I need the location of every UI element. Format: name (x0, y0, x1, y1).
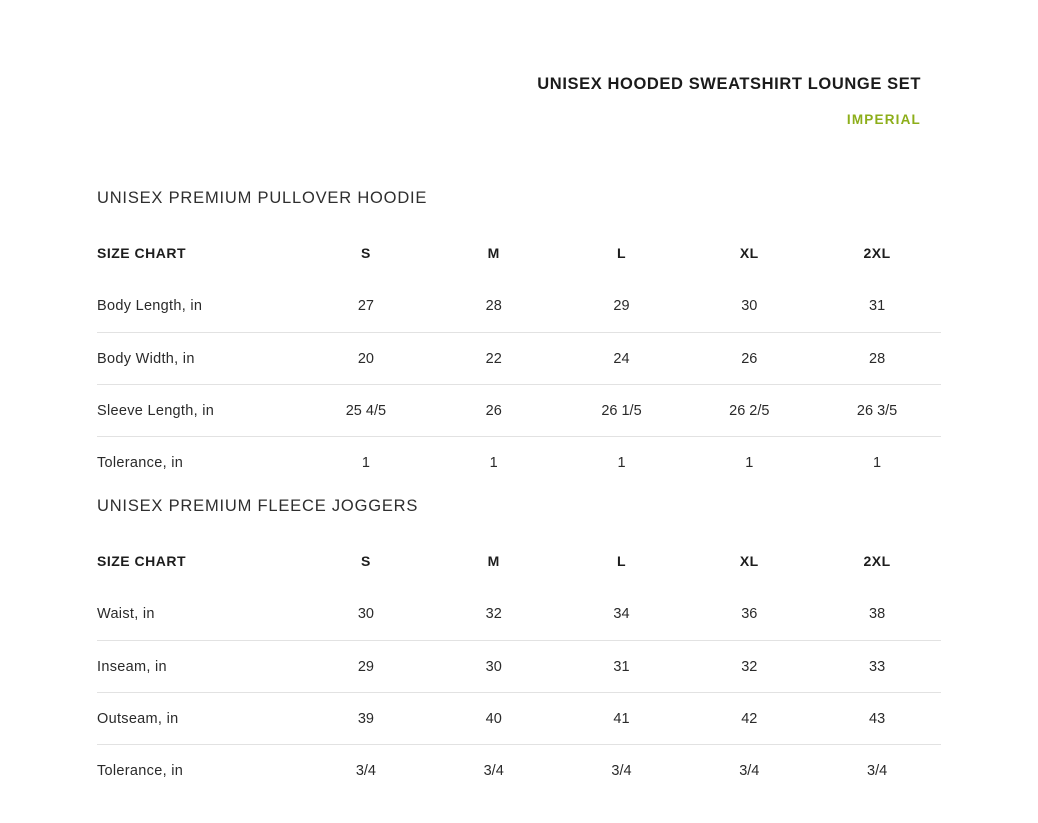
measurement-value: 26 1/5 (601, 402, 642, 419)
measurement-value: 36 (741, 606, 758, 622)
measurement-value: 27 (357, 298, 374, 314)
size-chart-section (97, 188, 941, 488)
size-chart-header-label: SIZE CHART (97, 245, 186, 261)
measurement-value: 25 4/5 (345, 402, 387, 419)
size-column-header: L (616, 245, 627, 261)
measurement-value: 24 (613, 350, 630, 367)
measurement-value: 38 (869, 606, 886, 622)
row-label: Tolerance, in (97, 762, 184, 779)
measurement-value: 1 (361, 454, 370, 471)
measurement-value: 22 (485, 350, 502, 367)
measurement-value: 28 (485, 298, 502, 314)
table-row (97, 280, 941, 332)
measurement-value: 29 (357, 658, 374, 675)
row-label: Waist, in (97, 606, 155, 622)
document-header (0, 74, 921, 128)
measurement-value: 42 (741, 710, 758, 727)
measurement-value: 30 (485, 658, 502, 675)
size-column-header: 2XL (863, 245, 891, 261)
measurement-value: 39 (357, 710, 374, 727)
measurement-value: 34 (613, 606, 630, 622)
size-column-header: XL (739, 245, 759, 261)
row-label: Sleeve Length, in (97, 402, 215, 419)
row-label: Body Width, in (97, 350, 195, 367)
measurement-value: 3/4 (355, 762, 376, 779)
table-header-row (97, 534, 941, 588)
size-chart-page (0, 74, 1038, 796)
measurement-value: 3/4 (611, 762, 632, 779)
measurement-value: 26 3/5 (856, 402, 898, 419)
page-title: UNISEX HOODED SWEATSHIRT LOUNGE SET (537, 75, 921, 93)
table-row (97, 692, 941, 744)
row-label: Outseam, in (97, 710, 179, 727)
measurement-value: 30 (357, 606, 374, 622)
size-column-header: XL (739, 553, 759, 569)
measurement-value: 29 (613, 298, 630, 314)
table-row (97, 640, 941, 692)
size-column-header: S (360, 245, 371, 261)
measurement-value: 32 (485, 606, 502, 622)
size-chart-section (97, 496, 941, 796)
section-title: UNISEX PREMIUM FLEECE JOGGERS (97, 497, 419, 515)
table-row (97, 588, 941, 640)
table-row (97, 436, 941, 488)
measurement-value: 33 (869, 658, 886, 675)
measurement-value: 43 (869, 710, 886, 727)
unit-system-label: IMPERIAL (846, 112, 921, 127)
size-column-header: M (487, 553, 500, 569)
table-header-row (97, 226, 941, 280)
measurement-value: 32 (741, 658, 758, 675)
measurement-value: 26 2/5 (729, 402, 770, 419)
size-chart-header-label: SIZE CHART (97, 553, 186, 569)
measurement-value: 3/4 (867, 762, 888, 779)
size-column-header: M (487, 245, 500, 261)
size-column-header: S (360, 553, 371, 569)
table-row (97, 332, 941, 384)
measurement-value: 20 (357, 350, 374, 367)
size-column-header: L (616, 553, 627, 569)
measurement-value: 1 (617, 454, 626, 471)
row-label: Tolerance, in (97, 454, 184, 471)
measurement-value: 1 (489, 454, 498, 471)
table-row (97, 384, 941, 436)
content (97, 188, 941, 796)
section-title: UNISEX PREMIUM PULLOVER HOODIE (97, 189, 428, 207)
measurement-value: 30 (741, 298, 758, 314)
measurement-value: 1 (745, 454, 754, 471)
measurement-value: 31 (869, 298, 886, 314)
measurement-value: 26 (485, 402, 502, 419)
measurement-value: 40 (485, 710, 502, 727)
measurement-value: 3/4 (739, 762, 760, 779)
measurement-value: 26 (741, 350, 758, 367)
measurement-value: 28 (869, 350, 886, 367)
size-column-header: 2XL (863, 553, 891, 569)
measurement-value: 3/4 (483, 762, 504, 779)
measurement-value: 41 (613, 710, 630, 727)
measurement-value: 31 (613, 658, 630, 675)
row-label: Body Length, in (97, 298, 203, 314)
row-label: Inseam, in (97, 658, 167, 675)
measurement-value: 1 (873, 454, 882, 471)
table-row (97, 744, 941, 796)
